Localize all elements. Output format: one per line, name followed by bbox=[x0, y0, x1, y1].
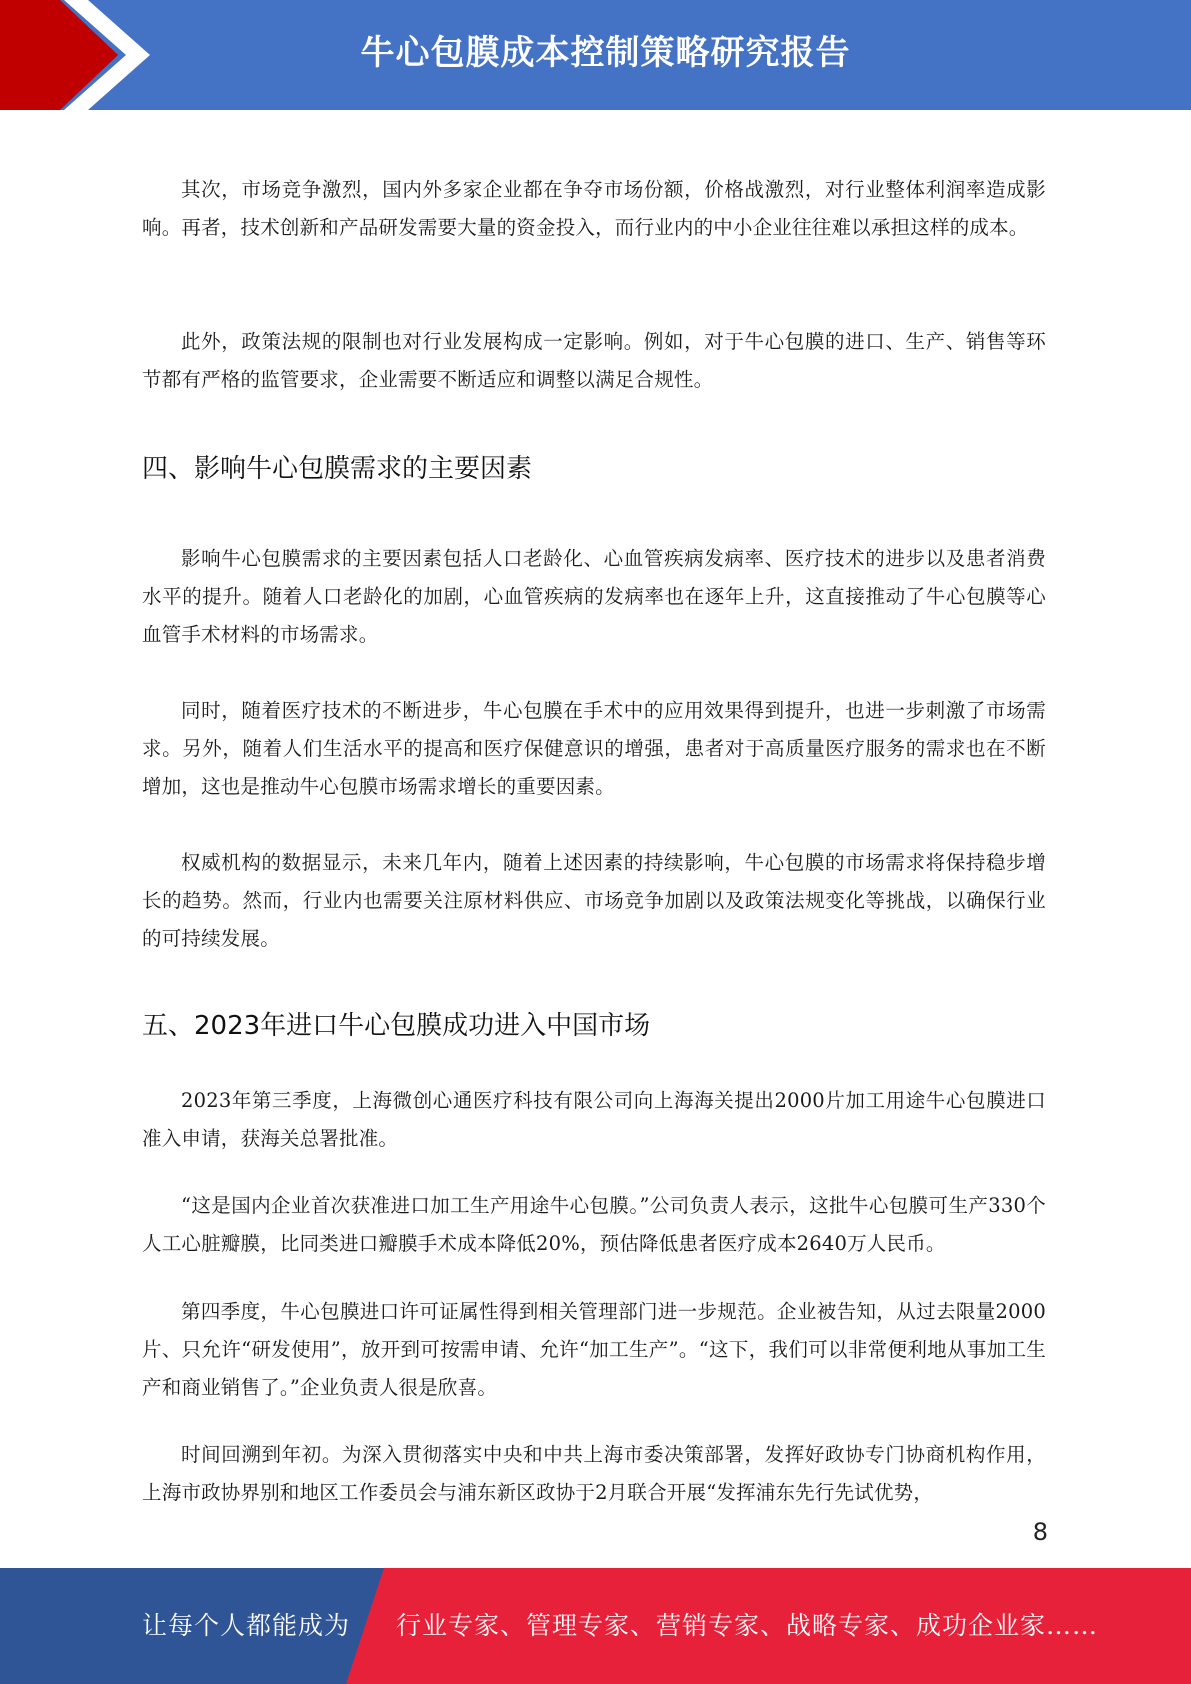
paragraph: 时间回溯到年初。为深入贯彻落实中央和中共上海市委决策部署，发挥好政协专门协商机构作用，上海市政协界别和地区工作委员会与浦东新区政协于2月联合开展“发挥浦东先行先试优势， bbox=[142, 1443, 1046, 1504]
section-heading-5: 五、2023年进口牛心包膜成功进入中国市场 bbox=[142, 1011, 651, 1041]
paragraph: 其次，市场竞争激烈，国内外多家企业都在争夺市场份额，价格战激烈，对行业整体利润率造成影响。再者，技术创新和产品研发需要大量的资金投入，而行业内的中小企业往往难以承担这样的成本。 bbox=[142, 178, 1046, 239]
paragraph: 权威机构的数据显示，未来几年内，随着上述因素的持续影响，牛心包膜的市场需求将保持稳步增长的趋势。然而，行业内也需要关注原材料供应、市场竞争加剧以及政策法规变化等挑战，以确保行业的可持续发展。 bbox=[142, 851, 1046, 950]
page-number: 8 bbox=[1032, 1518, 1048, 1546]
paragraph: “这是国内企业首次获准进口加工生产用途牛心包膜。”公司负责人表示，这批牛心包膜可生产330个人工心脏瓣膜，比同类进口瓣膜手术成本降低20%，预估降低患者医疗成本2640万人民币。 bbox=[142, 1194, 1046, 1255]
page-header bbox=[0, 0, 1191, 110]
paragraph: 影响牛心包膜需求的主要因素包括人口老龄化、心血管疾病发病率、医疗技术的进步以及患者消费水平的提升。随着人口老龄化的加剧，心血管疾病的发病率也在逐年上升，这直接推动了牛心包膜等心血管手术材料的市场需求。 bbox=[142, 547, 1046, 646]
footer-slogan-right: 行业专家、管理专家、营销专家、战略专家、成功企业家…… bbox=[396, 1611, 1099, 1640]
section-heading-4: 四、影响牛心包膜需求的主要因素 bbox=[142, 454, 533, 484]
paragraph: 第四季度，牛心包膜进口许可证属性得到相关管理部门进一步规范。企业被告知，从过去限量2000片、只允许“研发使用”，放开到可按需申请、允许“加工生产”。“这下，我们可以非常便利地从事加工生产和商业销售了。”企业负责人很是欣喜。 bbox=[142, 1300, 1046, 1399]
footer-slogan-left: 让每个人都能成为 bbox=[142, 1611, 351, 1640]
report-title: 牛心包膜成本控制策略研究报告 bbox=[360, 33, 851, 73]
page-footer bbox=[0, 1568, 1191, 1684]
paragraph: 2023年第三季度，上海微创心通医疗科技有限公司向上海海关提出2000片加工用途牛心包膜进口准入申请，获海关总署批准。 bbox=[142, 1089, 1046, 1150]
paragraph: 此外，政策法规的限制也对行业发展构成一定影响。例如，对于牛心包膜的进口、生产、销售等环节都有严格的监管要求，企业需要不断适应和调整以满足合规性。 bbox=[142, 330, 1046, 391]
paragraph: 同时，随着医疗技术的不断进步，牛心包膜在手术中的应用效果得到提升，也进一步刺激了市场需求。另外，随着人们生活水平的提高和医疗保健意识的增强，患者对于高质量医疗服务的需求也在不断增加，这也是推动牛心包膜市场需求增长的重要因素。 bbox=[142, 699, 1046, 798]
